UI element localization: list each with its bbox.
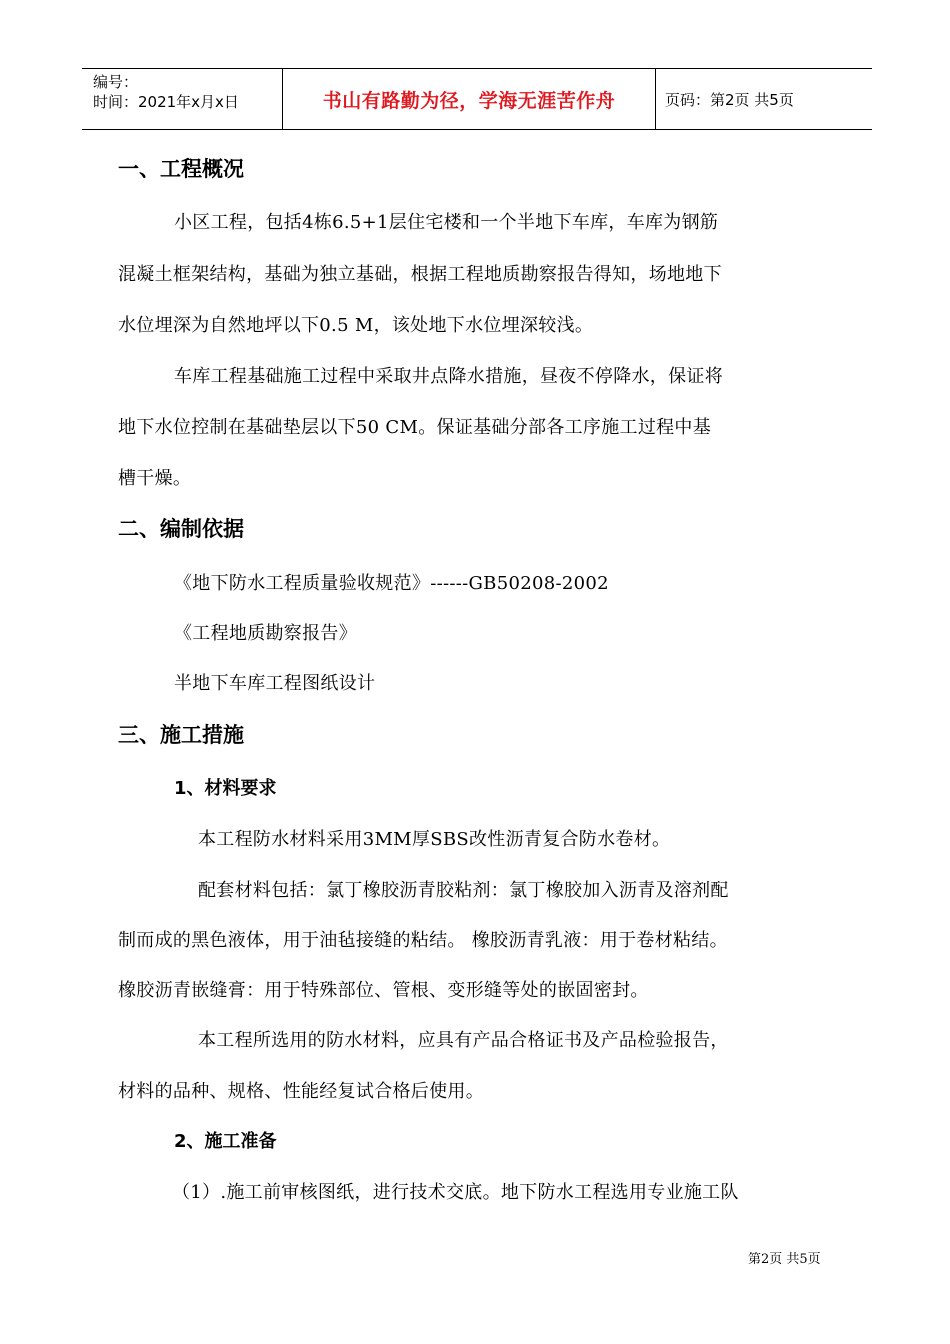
header-table (82, 68, 872, 130)
paragraph-line: 小区工程，包括4栋6.5+1层住宅楼和一个半地下车库，车库为钢筋 (174, 212, 719, 233)
reference-item: 《地下防水工程质量验收规范》------GB50208-2002 (174, 573, 609, 594)
reference-item: 半地下车库工程图纸设计 (174, 673, 376, 694)
header-meta-cell (82, 69, 283, 129)
motto-text: 书山有路勤为径，学海无涯苦作舟 (322, 89, 616, 112)
paragraph-line: 槽干燥。 (118, 468, 192, 489)
paragraph-line: 地下水位控制在基础垫层以下50 CM。保证基础分部各工序施工过程中基 (118, 417, 712, 438)
header-motto-cell (283, 69, 656, 129)
paragraph-line: 本工程所选用的防水材料，应具有产品合格证书及产品检验报告， (198, 1030, 729, 1051)
paragraph-line: 水位埋深为自然地坪以下0.5 M，该处地下水位埋深较浅。 (118, 315, 594, 336)
subsection-title-preparation: 2、施工准备 (174, 1131, 277, 1152)
section-title-basis: 二、编制依据 (118, 517, 244, 541)
reference-item: 《工程地质勘察报告》 (174, 623, 357, 644)
number-label: 编号： (93, 73, 139, 91)
paragraph-line: 制而成的黑色液体，用于油毡接缝的粘结。 橡胶沥青乳液：用于卷材粘结。 (118, 930, 728, 951)
section-title-measures: 三、施工措施 (118, 723, 244, 747)
paragraph-line: 车库工程基础施工过程中采取井点降水措施，昼夜不停降水，保证将 (174, 366, 723, 387)
paragraph-line: 橡胶沥青嵌缝膏：用于特殊部位、管根、变形缝等处的嵌固密封。 (118, 980, 649, 1001)
section-title-overview: 一、工程概况 (118, 157, 244, 181)
time-label: 时间：2021年x月x日 (93, 93, 239, 111)
paragraph-line: 配套材料包括：氯丁橡胶沥青胶粘剂：氯丁橡胶加入沥青及溶剂配 (198, 880, 729, 901)
paragraph-line: 材料的品种、规格、性能经复试合格后使用。 (118, 1081, 484, 1102)
header-page-cell (656, 69, 872, 129)
paragraph-line: 本工程防水材料采用3MM厚SBS改性沥青复合防水卷材。 (198, 829, 671, 850)
header-page-info: 页码：第2页 共5页 (665, 90, 794, 109)
footer-page-info: 第2页 共5页 (748, 1252, 821, 1267)
paragraph-line: 混凝土框架结构，基础为独立基础，根据工程地质勘察报告得知，场地地下 (118, 264, 722, 285)
paragraph-line: （1）.施工前审核图纸，进行技术交底。地下防水工程选用专业施工队 (172, 1182, 739, 1203)
subsection-title-materials: 1、材料要求 (174, 778, 277, 799)
